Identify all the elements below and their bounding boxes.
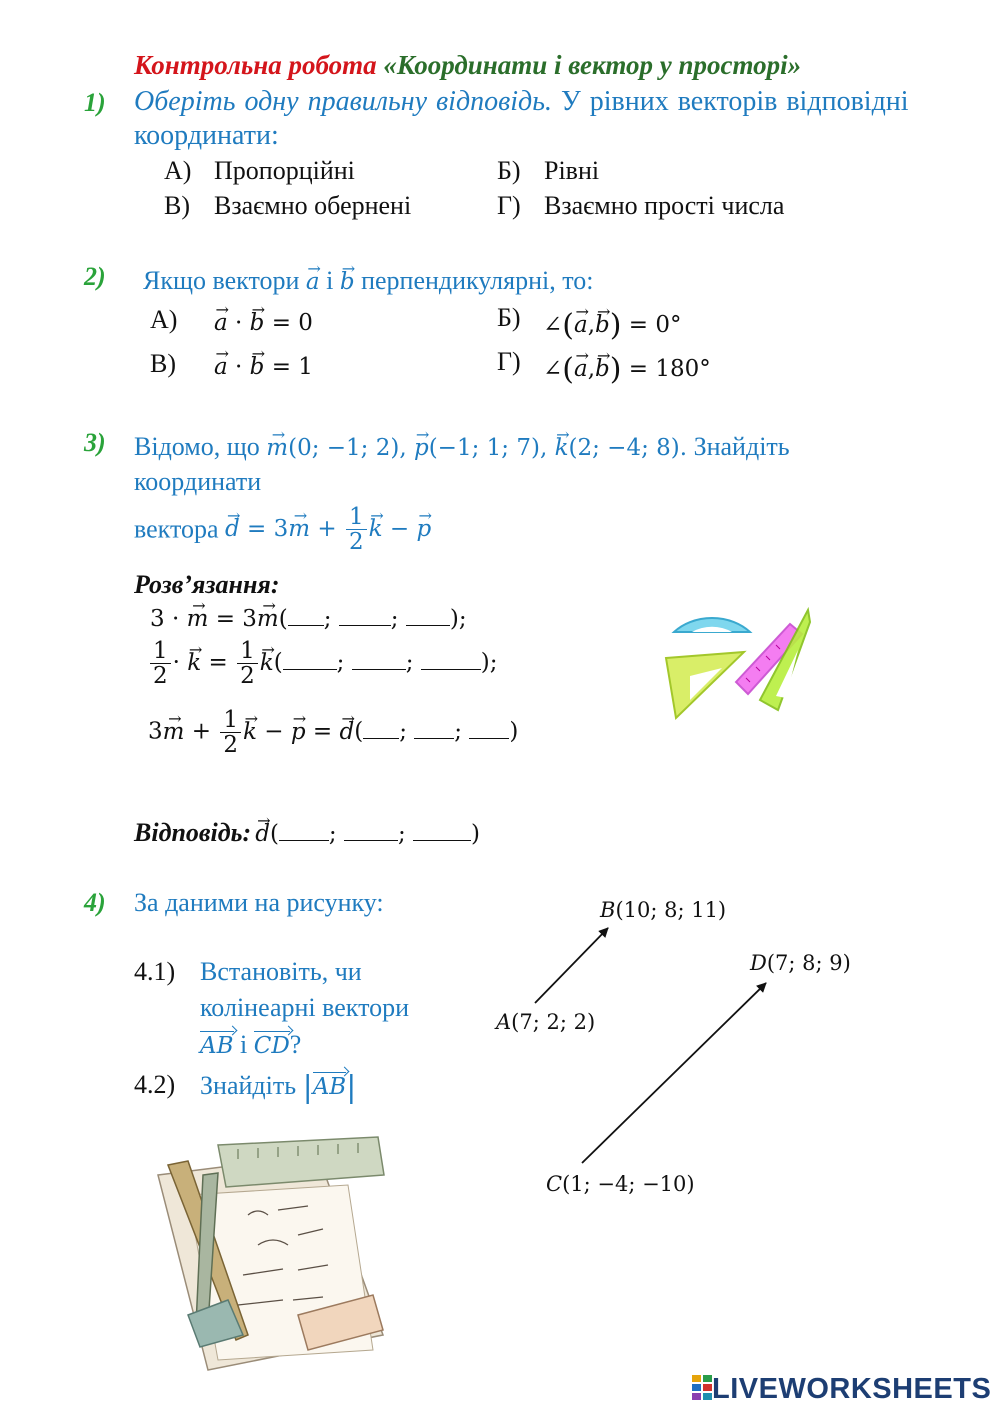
q2-option-a-rhs: = 0 bbox=[264, 310, 313, 336]
point-c-coords: (1; −4; −10) bbox=[562, 1172, 695, 1196]
logo-icon bbox=[692, 1375, 712, 1401]
question-4-intro: За даними на рисунку: bbox=[134, 888, 384, 917]
answer-blank-8[interactable] bbox=[414, 720, 454, 739]
vector-ab-arrow bbox=[535, 928, 608, 1003]
q2-option-g-label: Г) bbox=[497, 347, 521, 376]
answer-blank-2[interactable] bbox=[339, 607, 391, 626]
q3-k-coords: (2; −4; 8). bbox=[568, 435, 688, 461]
answer-blank-1[interactable] bbox=[288, 607, 324, 626]
point-a-label: A(7; 2; 2) bbox=[496, 1010, 596, 1034]
point-d-label: D(7; 8; 9) bbox=[750, 951, 851, 975]
q1-option-b-text[interactable]: Рівні bbox=[544, 156, 600, 185]
q1-option-a-label: А) bbox=[164, 156, 192, 185]
q3-find: Знайдіть bbox=[687, 432, 790, 461]
math-papers-illustration bbox=[148, 1135, 388, 1375]
q4-1-line3: AB і CD? bbox=[200, 1030, 302, 1059]
point-b-coords: (10; 8; 11) bbox=[615, 898, 727, 922]
q4-2-label: Знайдіть bbox=[200, 1071, 303, 1100]
point-c-label: C(1; −4; −10) bbox=[546, 1172, 695, 1196]
solution-line-3: 3→ m + $\frac{1}{2}$ → k − → p = → d( ; ; ) bbox=[148, 708, 518, 757]
answer-label: Відповідь: bbox=[134, 818, 252, 847]
question-1-prompt bbox=[134, 86, 909, 118]
q2-and: і bbox=[319, 266, 340, 295]
worksheet-title bbox=[134, 50, 801, 81]
logo-text: LIVEWORKSHEETS bbox=[712, 1373, 992, 1405]
q2-option-b-label: Б) bbox=[497, 303, 521, 332]
point-b-label: B(10; 8; 11) bbox=[600, 898, 727, 922]
question-1-prompt-line2: координати: bbox=[134, 120, 279, 151]
question-3-number: 3) bbox=[84, 428, 106, 457]
q2-option-v-label: В) bbox=[150, 349, 176, 378]
q1-option-v-text[interactable]: Взаємно обернені bbox=[214, 191, 412, 220]
question-2-prompt bbox=[143, 266, 593, 296]
solution-line-1: 3 · → m = 3→ m( ; ; ); bbox=[150, 606, 467, 632]
answer-blank-5[interactable] bbox=[352, 651, 406, 670]
q4-1-line1: Встановіть, чи bbox=[200, 957, 362, 986]
geometry-tools-illustration bbox=[660, 592, 820, 737]
q1-option-v-label: В) bbox=[164, 191, 190, 220]
q3-p-coords: (−1; 1; 7), bbox=[428, 435, 555, 461]
point-a-coords: (7; 2; 2) bbox=[511, 1010, 596, 1034]
q4-2-text: Знайдіть |AB| bbox=[200, 1070, 357, 1105]
question-3-prompt: Відомо, що → m(0; −1; 2), → p(−1; 1; 7), → k(2; −4; 8). Знайдіть bbox=[134, 432, 790, 462]
q2-prompt-start: Якщо вектори bbox=[143, 266, 306, 295]
q1-option-b-label: Б) bbox=[497, 156, 521, 185]
q4-1-and: і bbox=[233, 1030, 254, 1059]
answer-blank-12[interactable] bbox=[413, 822, 471, 841]
question-3-line2: координати bbox=[134, 467, 262, 496]
vector-cd-arrow bbox=[582, 983, 766, 1163]
question-2-number: 2) bbox=[84, 262, 106, 291]
q4-1-line2: колінеарні вектори bbox=[200, 993, 410, 1022]
title-part1: Контрольна робота bbox=[134, 50, 384, 80]
title-part2: «Координати і вектор у просторі» bbox=[383, 50, 802, 80]
answer-blank-4[interactable] bbox=[283, 651, 337, 670]
answer-blank-11[interactable] bbox=[344, 822, 398, 841]
liveworksheets-logo bbox=[692, 1373, 991, 1406]
solution-line-2: $\frac{1}{2}$ · → k = $\frac{1}{2}$ → k( ; ; ); bbox=[148, 639, 498, 688]
q4-1-number: 4.1) bbox=[134, 957, 176, 986]
q1-option-g-label: Г) bbox=[497, 191, 521, 220]
q4-2-number: 4.2) bbox=[134, 1070, 176, 1099]
q3-known: Відомо, що bbox=[134, 432, 267, 461]
answer-blank-6[interactable] bbox=[421, 651, 481, 670]
answer-blank-9[interactable] bbox=[469, 720, 509, 739]
q1-prompt-rest: У рівних векторів відповідні bbox=[551, 86, 909, 117]
vector-b: → b bbox=[340, 269, 355, 295]
q2-prompt-end: перпендикулярні, то: bbox=[354, 266, 594, 295]
q2-option-b-formula[interactable]: ∠(→ a,→ b) = 0° bbox=[543, 308, 682, 343]
q1-instruction: Оберіть одну правильну відповідь. bbox=[134, 86, 552, 117]
question-4-number: 4) bbox=[84, 888, 106, 917]
q3-line3-label: вектора bbox=[134, 514, 226, 544]
q2-option-b-rhs: = 0° bbox=[621, 312, 682, 338]
q3-m-coords: (0; −1; 2), bbox=[288, 435, 414, 461]
q2-option-a-formula[interactable]: → a · → b = 0 bbox=[214, 310, 313, 336]
question-1-number: 1) bbox=[84, 88, 106, 117]
q2-option-g-formula[interactable]: ∠(→ a,→ b) = 180° bbox=[543, 352, 711, 387]
q2-option-v-formula[interactable]: → a · → b = 1 bbox=[214, 354, 313, 380]
q2-option-v-rhs: = 1 bbox=[264, 354, 313, 380]
answer-row: Відповідь: → d( ; ; ) bbox=[134, 818, 480, 848]
answer-blank-3[interactable] bbox=[406, 607, 450, 626]
q1-option-a-text[interactable]: Пропорційні bbox=[214, 156, 355, 185]
q2-option-a-label: А) bbox=[150, 305, 178, 334]
q1-option-g-text[interactable]: Взаємно прості числа bbox=[544, 191, 785, 220]
solution-label: Розв’язання: bbox=[134, 570, 280, 599]
question-3-line3: вектора → d = 3→ m + $\frac{1}{2}$ → k − → p bbox=[134, 505, 431, 554]
vector-a: → a bbox=[306, 269, 320, 295]
point-d-coords: (7; 8; 9) bbox=[766, 951, 851, 975]
q2-option-g-rhs: = 180° bbox=[621, 356, 711, 382]
answer-blank-10[interactable] bbox=[279, 822, 329, 841]
answer-blank-7[interactable] bbox=[363, 720, 399, 739]
